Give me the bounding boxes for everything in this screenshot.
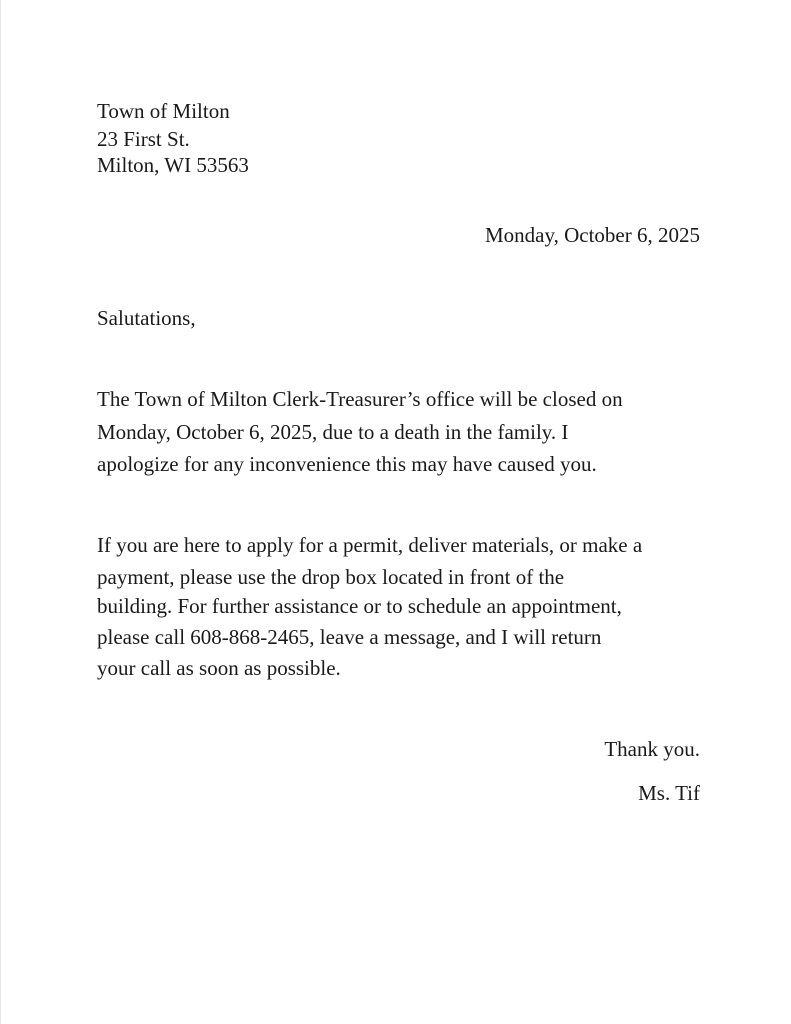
paragraph-line: The Town of Milton Clerk-Treasurer’s office will be closed on <box>97 387 623 411</box>
paragraph-line: payment, please use the drop box located in front of the <box>97 565 565 589</box>
sender-address-line: Town of Milton <box>97 99 230 123</box>
paragraph-line: If you are here to apply for a permit, deliver materials, or make a <box>97 533 643 557</box>
paragraph-line: apologize for any inconvenience this may have caused you. <box>97 452 597 476</box>
sender-address-line: Milton, WI 53563 <box>97 153 249 177</box>
paragraph-line: please call 608-868-2465, leave a message, and I will return <box>97 625 602 649</box>
letter-date: Monday, October 6, 2025 <box>484 223 700 247</box>
closing: Thank you. <box>604 737 700 761</box>
paragraph-line: Monday, October 6, 2025, due to a death in the family. I <box>97 420 569 444</box>
sender-address-line: 23 First St. <box>97 127 190 151</box>
paragraph-line: your call as soon as possible. <box>97 656 341 680</box>
salutation: Salutations, <box>97 306 196 330</box>
signature: Ms. Tif <box>638 781 700 805</box>
paragraph-line: building. For further assistance or to schedule an appointment, <box>97 594 622 618</box>
scan-edge <box>0 0 1 1024</box>
